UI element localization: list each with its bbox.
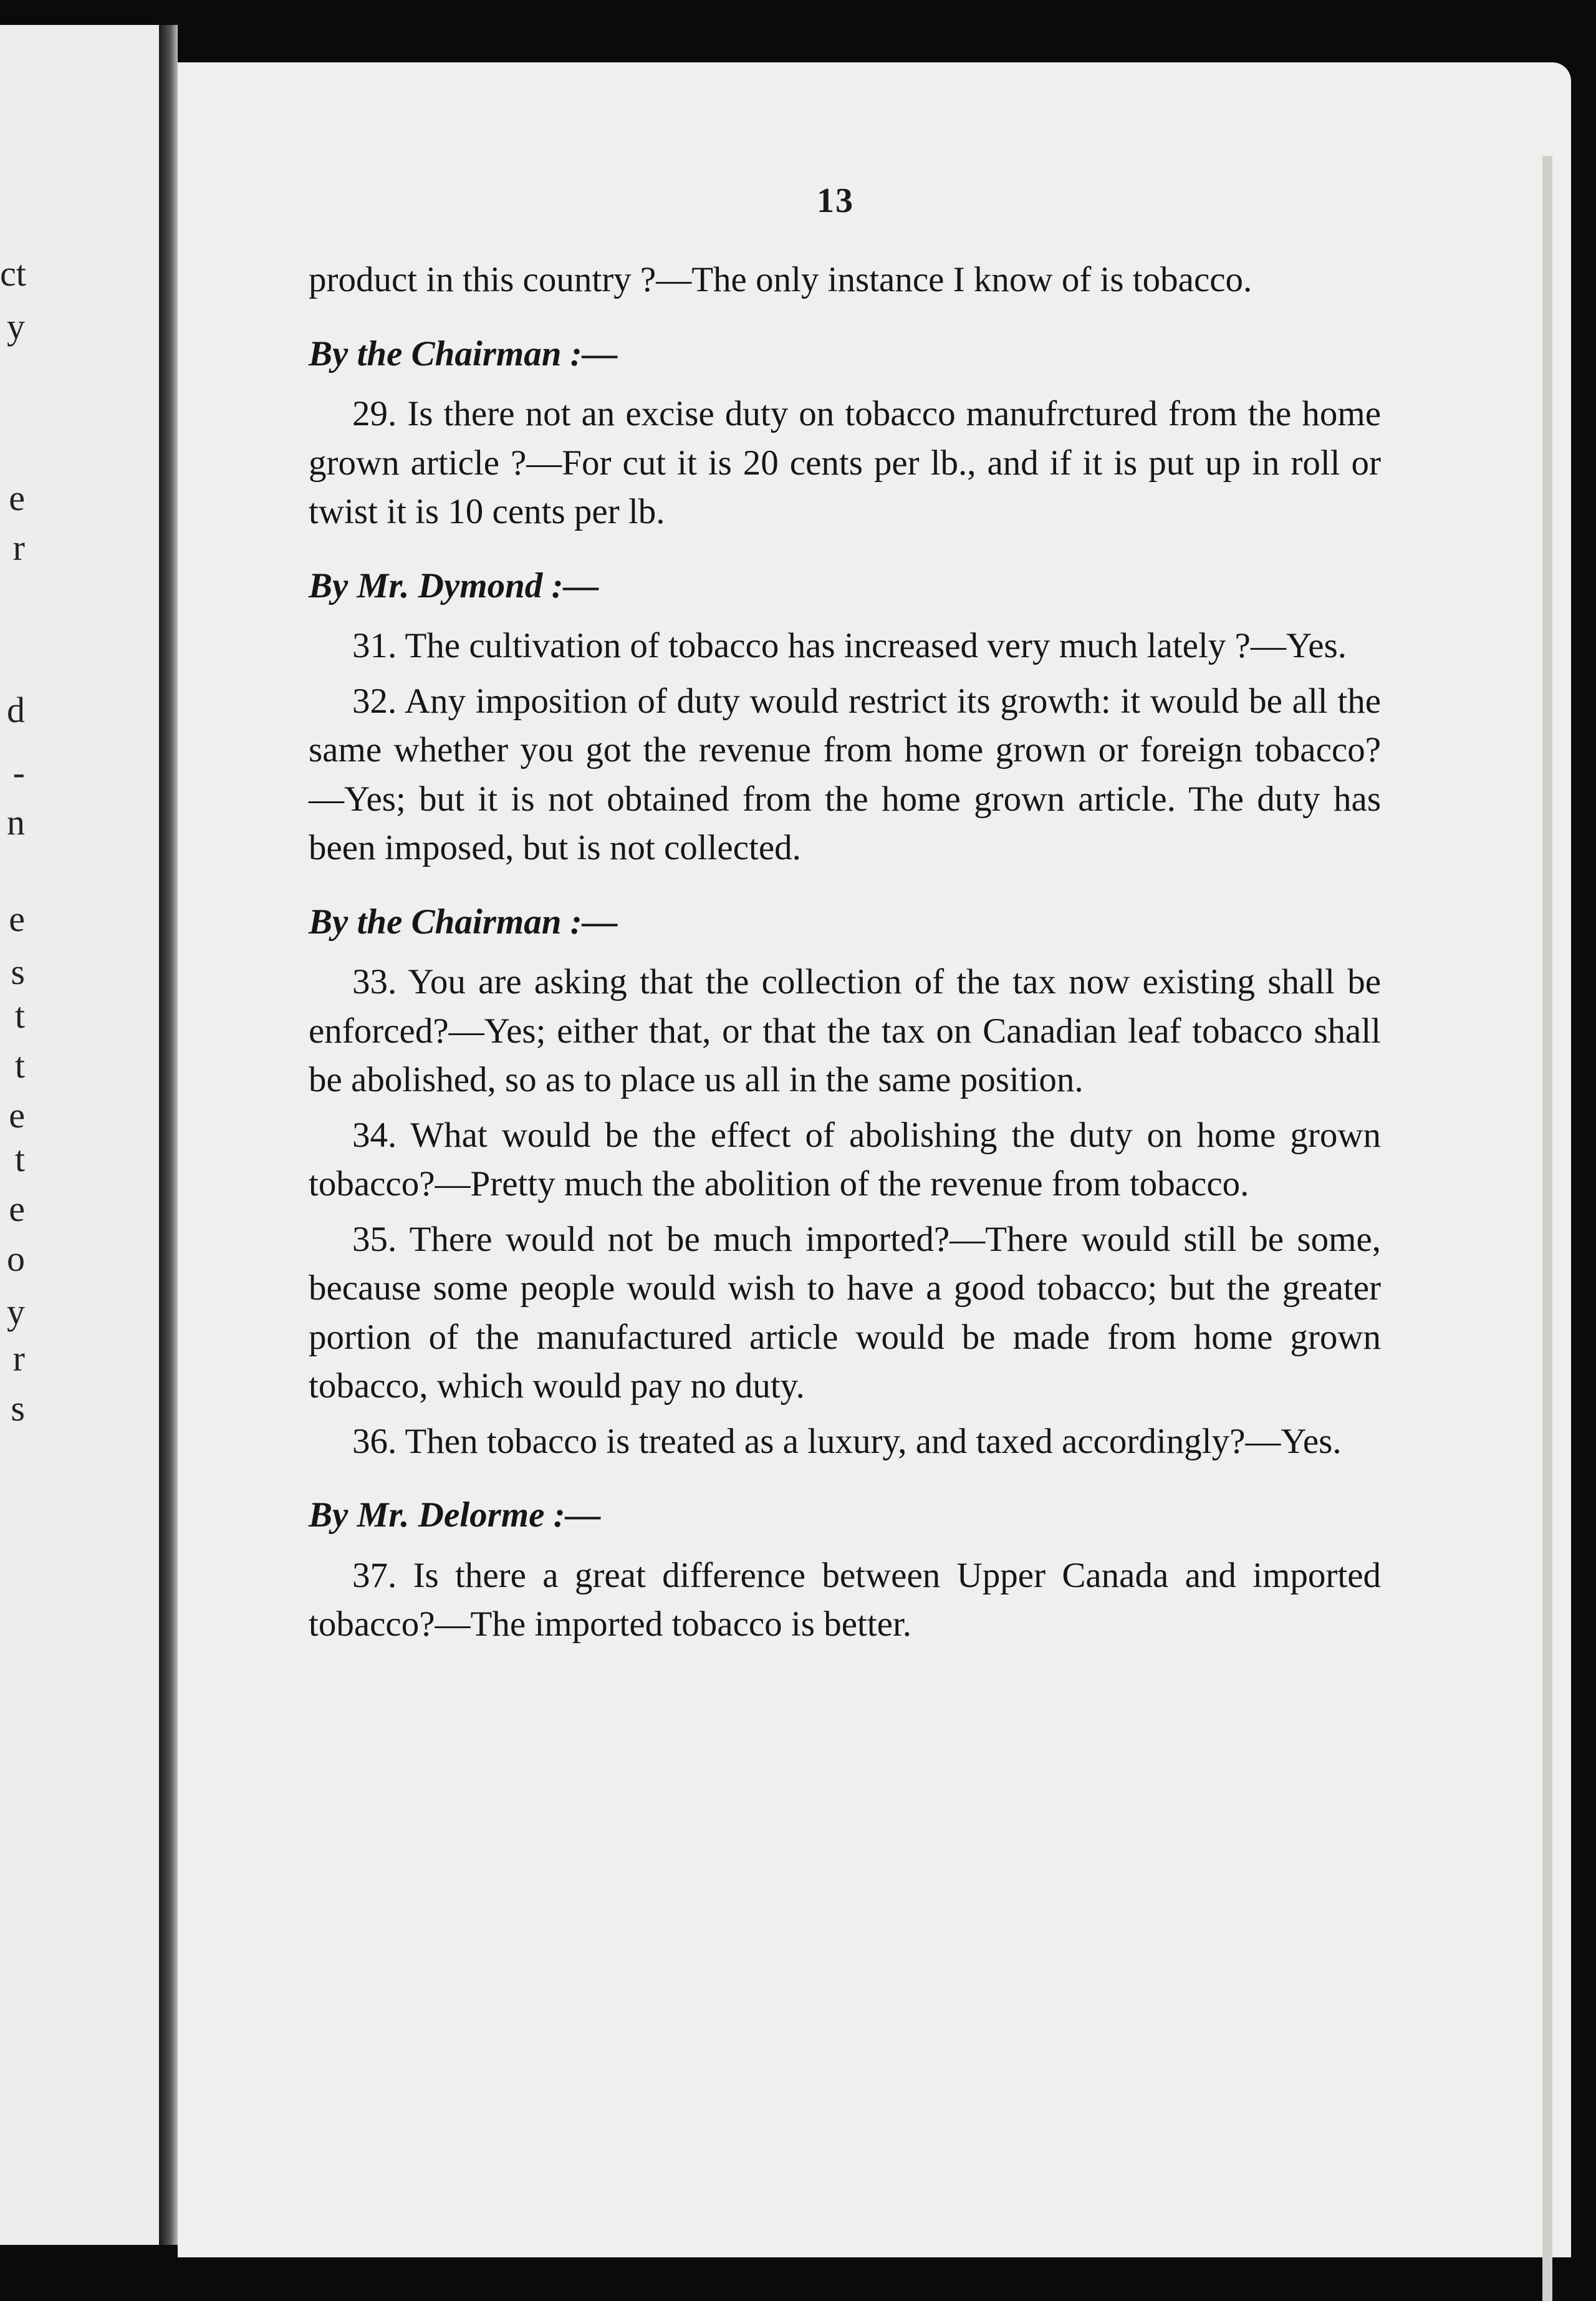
question-answer-paragraph: 33. You are asking that the collection of the tax now existing shall be enforced?—Yes; either that, or that the tax on Canadian leaf tobacco shall be abolished, so as to place us all in the same position. bbox=[309, 962, 1381, 1099]
speaker-heading: By Mr. Delorme :— bbox=[309, 1495, 601, 1535]
question-answer-paragraph: 34. What would be the effect of abolishing the duty on home grown tobacco?—Pretty much the abolition of the revenue from tobacco. bbox=[309, 1115, 1381, 1204]
book-gutter bbox=[159, 25, 178, 2245]
left-page-fragment: n bbox=[7, 802, 25, 842]
left-page-fragment: r bbox=[12, 528, 25, 568]
question-answer-paragraph: 32. Any imposition of duty would restrict its growth: it would be all the same whether you got the revenue from home grown or foreign tobacco?—Yes; but it is not obtained from the home grown article. The duty has been imposed, but is not collected. bbox=[309, 681, 1381, 867]
speaker-heading: By the Chairman :— bbox=[309, 902, 618, 942]
left-page-fragment: t bbox=[14, 1045, 25, 1086]
left-page-fragment: ct bbox=[0, 253, 26, 294]
left-page-fragment: y bbox=[7, 306, 25, 347]
question-answer-paragraph: 29. Is there not an excise duty on tobacco manufrctured from the home grown article ?—For cut it is 20 cents per lb., and if it is put up in roll or twist it is 10 cents per lb. bbox=[309, 394, 1381, 531]
left-page-fragment: t bbox=[14, 995, 25, 1036]
left-page-edge bbox=[0, 25, 159, 2245]
page-number: 13 bbox=[817, 181, 854, 220]
left-page-fragment: s bbox=[11, 1388, 25, 1429]
question-answer-paragraph: 36. Then tobacco is treated as a luxury, and taxed accordingly?—Yes. bbox=[352, 1421, 1342, 1461]
left-page-fragment: e bbox=[9, 899, 25, 939]
left-page-fragment: d bbox=[7, 690, 25, 730]
left-page-fragment: y bbox=[7, 1291, 25, 1332]
body-paragraph: product in this country ?—The only instance I know of is tobacco. bbox=[309, 260, 1252, 299]
left-page-fragment: - bbox=[12, 752, 25, 793]
left-page-fragment: o bbox=[7, 1238, 25, 1279]
speaker-heading: By Mr. Dymond :— bbox=[309, 566, 599, 605]
left-page-fragment: e bbox=[9, 1189, 25, 1229]
speaker-heading: By the Chairman :— bbox=[309, 334, 618, 374]
question-answer-paragraph: 35. There would not be much imported?—There would still be some, because some people would wish to have a good tobacco; but the greater portion of the manufactured article would be made from home grown tobacco, which would pay no duty. bbox=[309, 1219, 1381, 1406]
question-answer-paragraph: 37. Is there a great difference between Upper Canada and imported tobacco?—The imported tobacco is better. bbox=[309, 1555, 1381, 1644]
question-answer-paragraph: 31. The cultivation of tobacco has increased very much lately ?—Yes. bbox=[352, 626, 1347, 665]
left-page-fragment: r bbox=[12, 1338, 25, 1379]
text-column bbox=[309, 256, 1381, 1649]
page-edge-shadow bbox=[1542, 156, 1552, 2301]
left-page-fragment: t bbox=[14, 1139, 25, 1179]
left-page-fragment: s bbox=[11, 952, 25, 992]
left-page-fragment: e bbox=[9, 478, 25, 518]
left-page-fragment: e bbox=[9, 1095, 25, 1136]
